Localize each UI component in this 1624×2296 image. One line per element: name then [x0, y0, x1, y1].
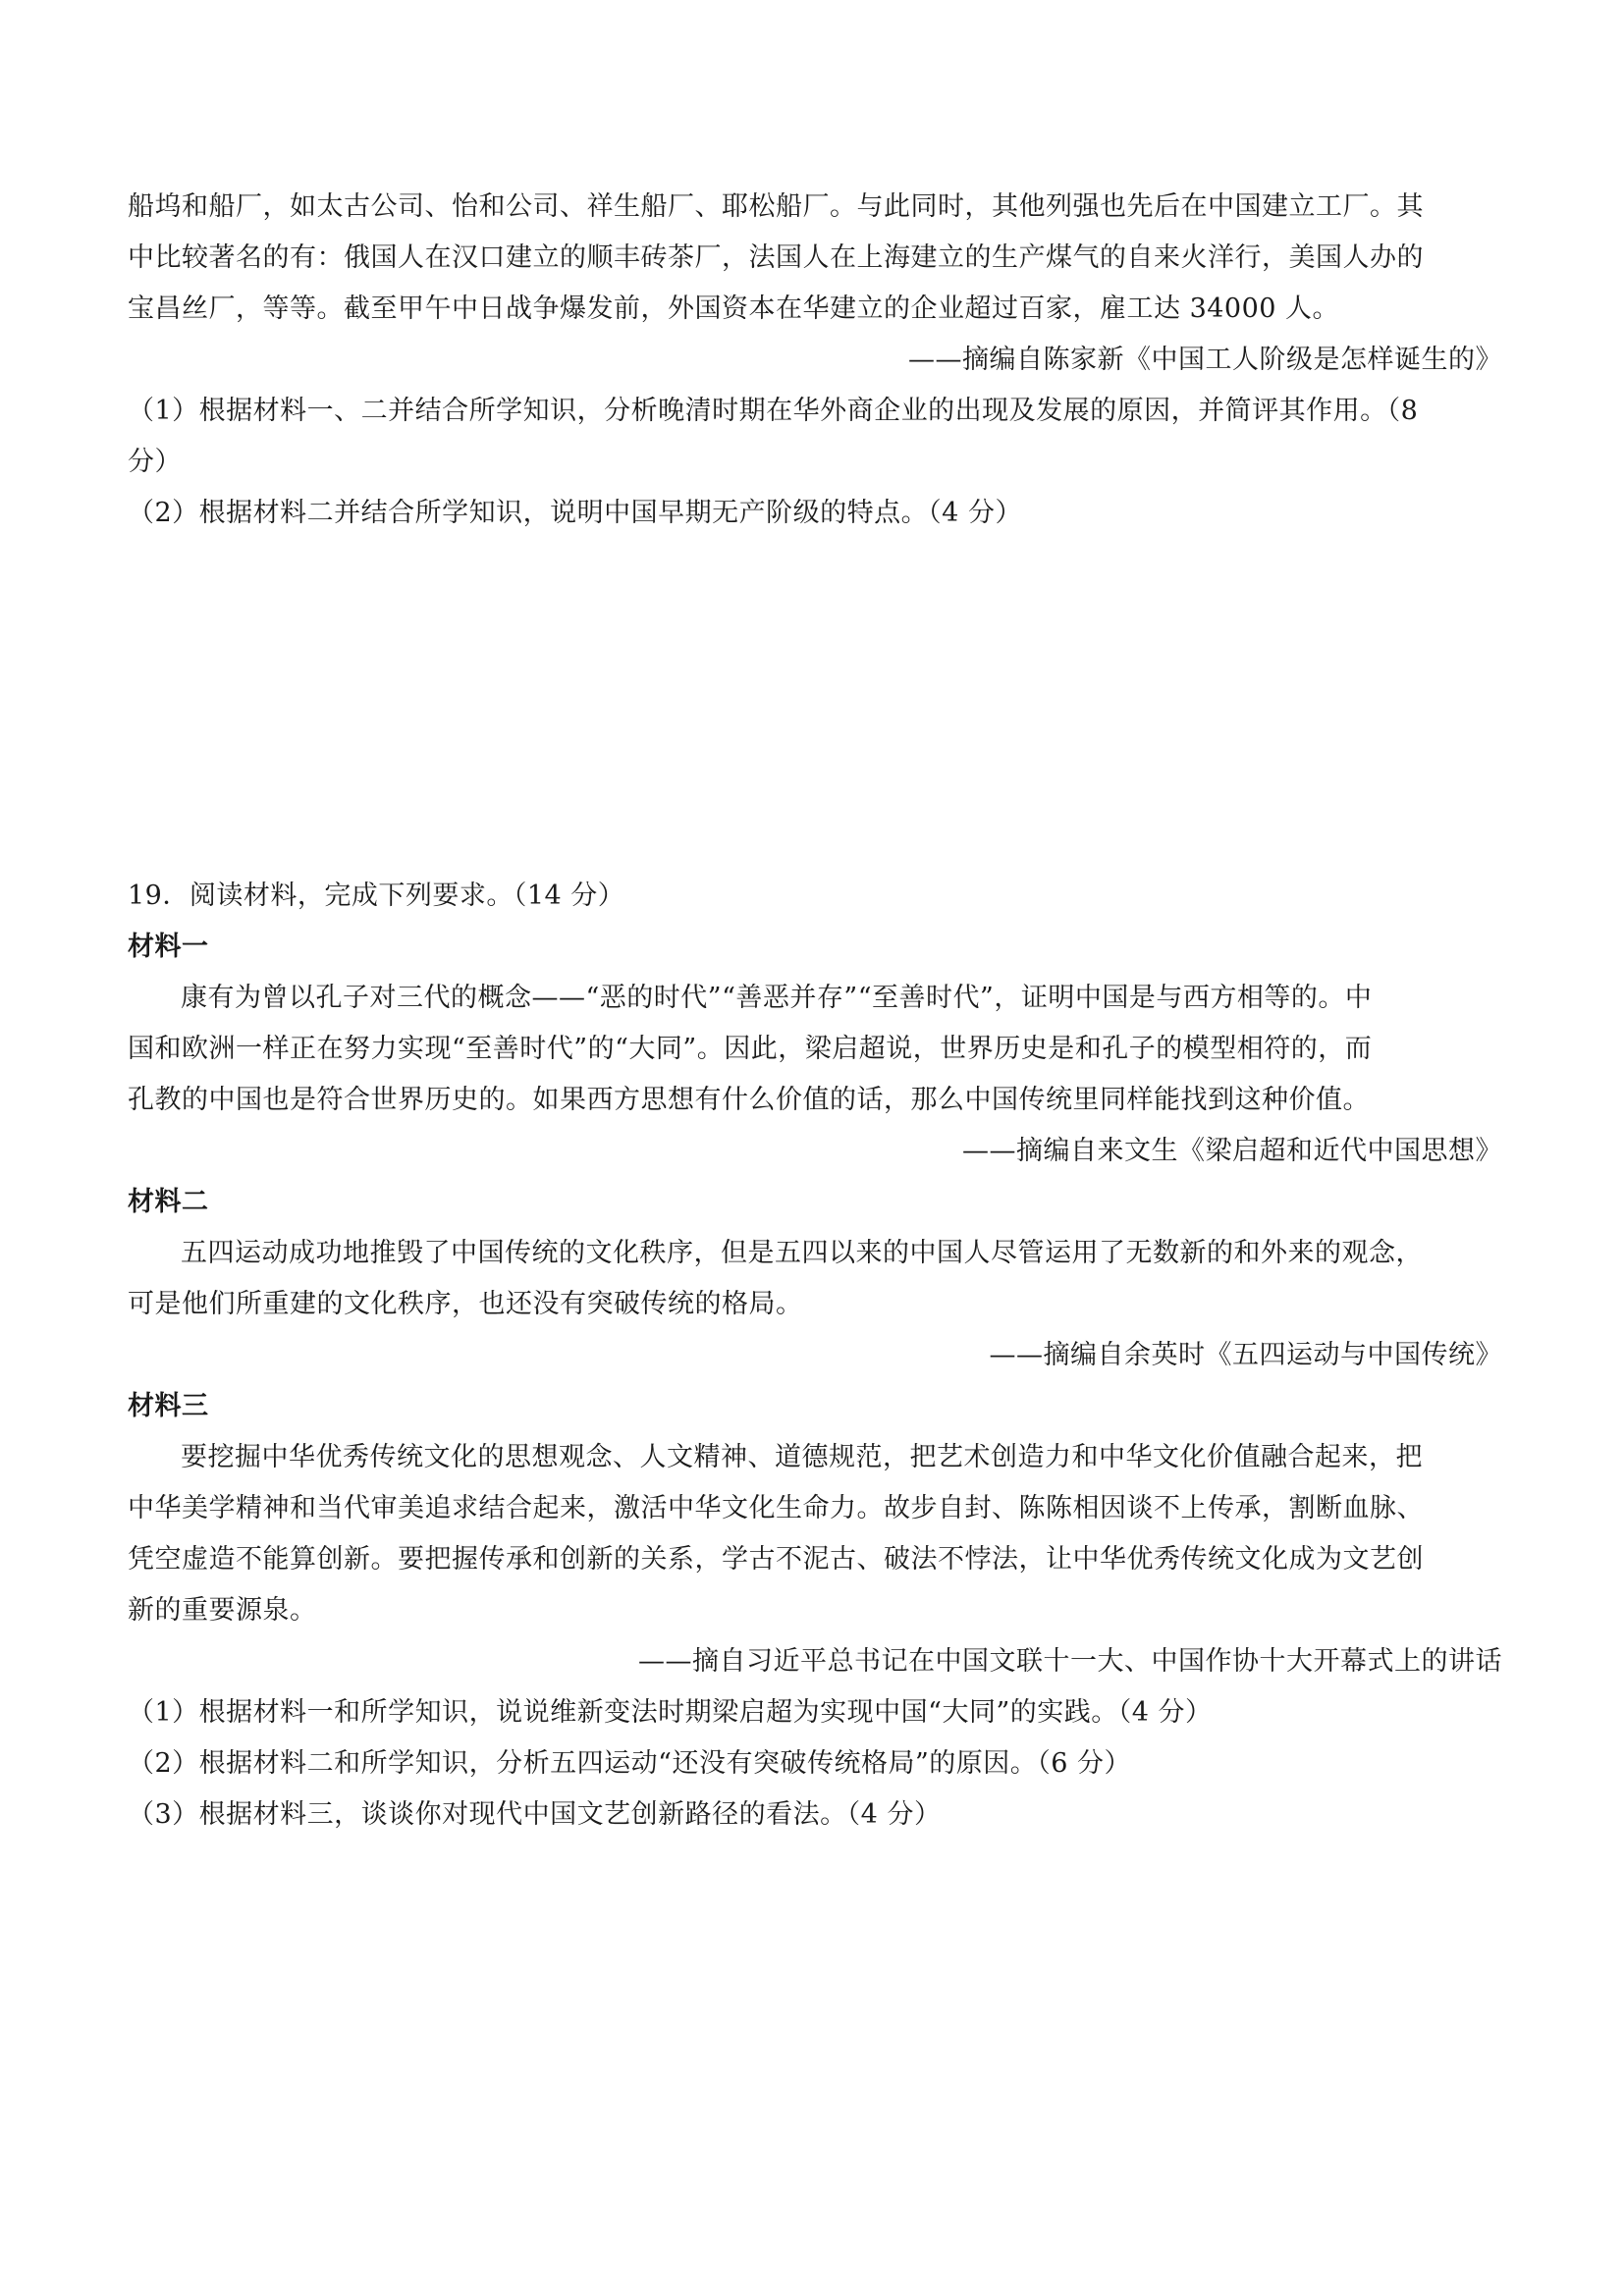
material-2-line: 可是他们所重建的文化秩序，也还没有突破传统的格局。 — [128, 1289, 803, 1319]
material-3-line: 要挖掘中华优秀传统文化的思想观念、人文精神、道德规范，把艺术创造力和中华文化价值融合起来，把 — [181, 1442, 1423, 1472]
q18-section — [128, 182, 1502, 539]
material-2-heading: 材料二 — [128, 1187, 209, 1217]
material-2-source: ——摘编自余英时《五四运动与中国传统》 — [989, 1340, 1502, 1370]
material-3-heading: 材料三 — [128, 1391, 209, 1421]
q18-source: ——摘编自陈家新《中国工人阶级是怎样诞生的》 — [908, 345, 1502, 375]
material-3-line: 新的重要源泉。 — [128, 1595, 317, 1626]
material-1-source: ——摘编自来文生《梁启超和近代中国思想》 — [962, 1136, 1502, 1166]
material-3-source: ——摘自习近平总书记在中国文联十一大、中国作协十大开幕式上的讲话 — [638, 1646, 1502, 1677]
answer-space — [128, 539, 1502, 871]
q19-question-1: （1）根据材料一和所学知识，说说维新变法时期梁启超为实现中国“大同”的实践。（4 分） — [128, 1697, 1213, 1728]
q18-question-2: （2）根据材料二并结合所学知识，说明中国早期无产阶级的特点。（4 分） — [128, 498, 1022, 528]
material-3-line: 凭空虚造不能算创新。要把握传承和创新的关系，学古不泥古、破法不悖法，让中华优秀传统文化成为文艺创 — [128, 1544, 1424, 1575]
q19-question-3: （3）根据材料三，谈谈你对现代中国文艺创新路径的看法。（4 分） — [128, 1799, 942, 1830]
exam-page — [128, 182, 1502, 1841]
q18-material-line: 船坞和船厂，如太古公司、怡和公司、祥生船厂、耶松船厂。与此同时，其他列强也先后在中国建立工厂。其 — [128, 191, 1424, 222]
q18-material-line: 宝昌丝厂，等等。截至甲午中日战争爆发前，外国资本在华建立的企业超过百家，雇工达 34000 人。 — [128, 294, 1340, 324]
q18-material-line: 中比较著名的有：俄国人在汉口建立的顺丰砖茶厂，法国人在上海建立的生产煤气的自来火洋行，美国人办的 — [128, 242, 1424, 273]
q18-question-1-continued: 分） — [128, 447, 182, 477]
material-1-line: 康有为曾以孔子对三代的概念——“恶的时代”“善恶并存”“至善时代”，证明中国是与西方相等的。中 — [181, 983, 1373, 1013]
material-2-line: 五四运动成功地推毁了中国传统的文化秩序，但是五四以来的中国人尽管运用了无数新的和外来的观念， — [181, 1238, 1423, 1268]
material-1-line: 国和欧洲一样正在努力实现“至善时代”的“大同”。因此，梁启超说，世界历史是和孔子的模型相符的，而 — [128, 1034, 1373, 1064]
material-3-line: 中华美学精神和当代审美追求结合起来，激活中华文化生命力。故步自封、陈陈相因谈不上传承，割断血脉、 — [128, 1493, 1424, 1523]
q18-question-1: （1）根据材料一、二并结合所学知识，分析晚清时期在华外商企业的出现及发展的原因，并简评其作用。（8 — [128, 396, 1419, 426]
material-1-heading: 材料一 — [128, 932, 209, 962]
q19-title: 19．阅读材料，完成下列要求。（14 分） — [128, 881, 625, 911]
material-1-line: 孔教的中国也是符合世界历史的。如果西方思想有什么价值的话，那么中国传统里同样能找到这种价值。 — [128, 1085, 1370, 1115]
q19-question-2: （2）根据材料二和所学知识，分析五四运动“还没有突破传统格局”的原因。（6 分） — [128, 1748, 1132, 1779]
q19-section — [128, 871, 1502, 1841]
